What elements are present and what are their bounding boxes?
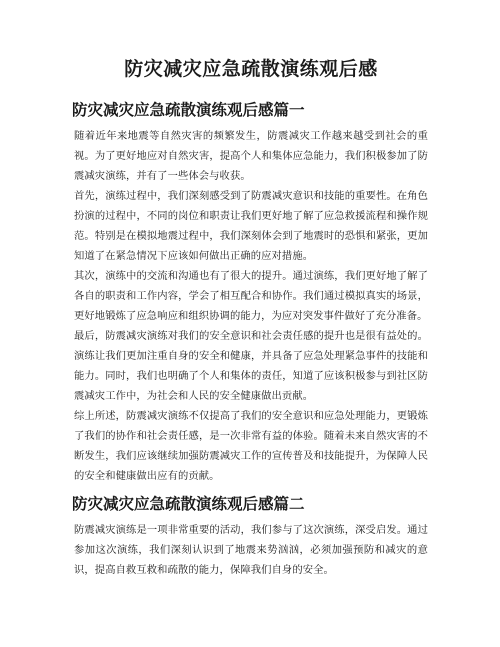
section-one <box>74 100 428 486</box>
section-two <box>74 494 428 580</box>
paragraph: 首先，演练过程中，我们深刻感受到了防震减灾意识和技能的重要性。在角色扮演的过程中，不同的岗位和职责让我们更好地了解了应急救援流程和操作规范。特别是在模拟地震过程中，我们深刻体会到了地震时的恐惧和紧张，更加知道了在紧急情况下应该如何做出正确的应对措施。 <box>74 189 428 262</box>
paragraph: 随着近年来地震等自然灾害的频繁发生，防震减灾工作越来越受到社会的重视。为了更好地应对自然灾害，提高个人和集体应急能力，我们积极参加了防震减灾演练，并有了一些体会与收获。 <box>74 129 428 182</box>
section-heading: 防灾减灾应急疏散演练观后感篇二 <box>72 493 305 513</box>
paragraph: 其次，演练中的交流和沟通也有了很大的提升。通过演练，我们更好地了解了各自的职责和工作内容，学会了相互配合和协作。我们通过模拟真实的场景，更好地锻炼了应急响应和组织协调的能力，为应对突发事件做好了充分准备。 <box>74 269 428 322</box>
document-title: 防灾减灾应急疏散演练观后感 <box>124 58 378 80</box>
section-heading: 防灾减灾应急疏散演练观后感篇一 <box>72 99 305 119</box>
paragraph: 最后，防震减灾演练对我们的安全意识和社会责任感的提升也是很有益处的。演练让我们更加注重自身的安全和健康，并具备了应急处理紧急事件的技能和能力。同时，我们也明确了个人和集体的责任，知道了应该积极参与到社区防震减灾工作中，为社会和人民的安全健康做出贡献。 <box>74 329 428 402</box>
paragraph: 综上所述，防震减灾演练不仅提高了我们的安全意识和应急处理能力，更锻炼了我们的协作和社会责任感，是一次非常有益的体验。随着未来自然灾害的不断发生，我们应该继续加强防震减灾工作的宣传普及和技能提升，为保障人民的安全和健康做出应有的贡献。 <box>74 409 428 482</box>
paragraph: 防震减灾演练是一项非常重要的活动，我们参与了这次演练，深受启发。通过参加这次演练，我们深刻认识到了地震来势汹汹，必须加强预防和减灾的意识，提高自救互救和疏散的能力，保障我们自身的安全。 <box>74 524 428 577</box>
